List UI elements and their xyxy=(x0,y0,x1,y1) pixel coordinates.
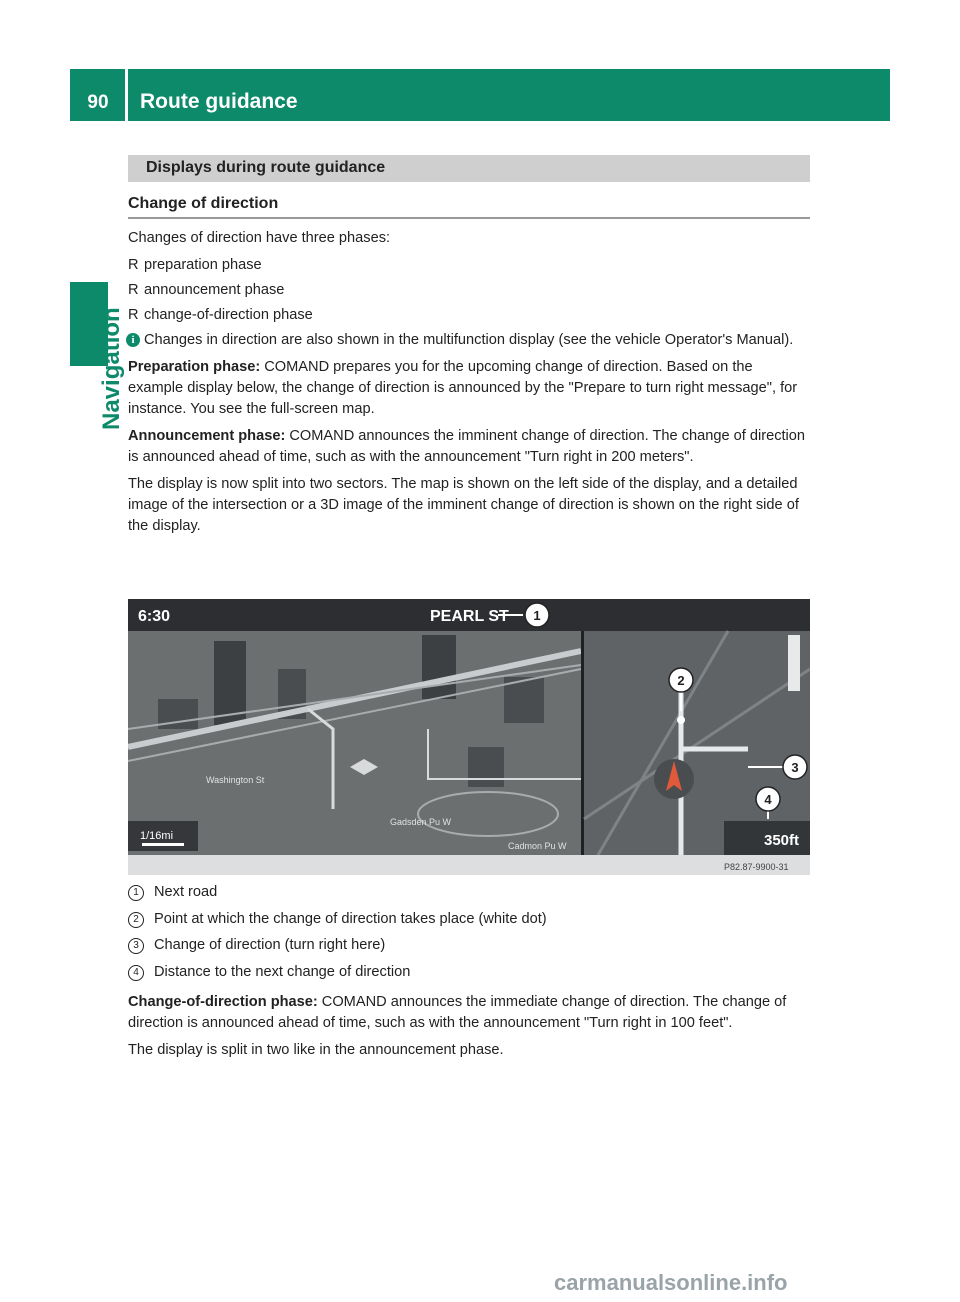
callout-badge: 3 xyxy=(128,938,144,954)
callout-number: 1 xyxy=(533,608,541,623)
figure-reference: P82.87-9900-31 xyxy=(724,862,789,872)
closing-paragraph: The display is split in two like in the announcement phase. xyxy=(128,1042,504,1058)
clock-time: 6:30 xyxy=(138,608,171,625)
main-content xyxy=(128,228,810,543)
change-of-direction-paragraph xyxy=(128,992,810,1034)
announcement-paragraph xyxy=(128,426,810,468)
map-scale: 1/16mi xyxy=(140,830,174,842)
navigation-screenshot xyxy=(128,599,810,875)
page-number: 90 xyxy=(87,92,109,113)
callout-number: 2 xyxy=(677,673,685,688)
map-street-label: Gadsden Pu W xyxy=(390,817,452,827)
split-paragraph: The display is now split into two sectors. The map is shown on the left side of the display, and a detailed image of the intersection or a 3D image of the imminent change of direction is shown on the right side of the display. xyxy=(128,476,799,534)
map-street-label: Cadmon Pu W xyxy=(508,841,567,851)
callout-text: Point at which the change of direction takes place (white dot) xyxy=(154,910,547,927)
term-text: COMAND prepares you for the upcoming change of direction. Based on the example display below, the change of direction is announced by the "Prepare to turn right message", for instance. You see the full-screen map. xyxy=(128,359,798,417)
term-text: COMAND announces the imminent change of direction. The change of direction is announced ahead of time, such as with the announcement "Turn right in 200 meters". xyxy=(128,428,806,465)
callout-marker-1 xyxy=(525,603,549,627)
subsection-title: Change of direction xyxy=(128,195,279,212)
preparation-paragraph xyxy=(128,357,810,420)
list-item xyxy=(128,962,810,989)
callout-badge: 2 xyxy=(128,912,144,928)
list-item xyxy=(128,909,810,936)
map-street-label: Washington St xyxy=(206,775,265,785)
list-item-text: change-of-direction phase xyxy=(144,307,313,323)
term-label: Announcement phase: xyxy=(128,428,286,444)
callout-marker-3 xyxy=(783,755,807,779)
callout-marker-4 xyxy=(756,787,780,811)
callout-list xyxy=(128,882,810,988)
callout-badge: 4 xyxy=(128,965,144,981)
callout-number: 4 xyxy=(764,792,772,807)
callout-marker-2 xyxy=(669,668,693,692)
site-watermark[interactable]: carmanualsonline.info xyxy=(554,1270,788,1295)
subsection-rule xyxy=(128,217,810,219)
list-item: R preparation phase xyxy=(128,257,262,273)
list-item: R change-of-direction phase xyxy=(128,307,313,323)
callout-text: Change of direction (turn right here) xyxy=(154,937,386,953)
term-label: Preparation phase: xyxy=(128,359,261,375)
callout-badge: 1 xyxy=(128,885,144,901)
section-title: Displays during route guidance xyxy=(146,159,386,176)
next-road-label: PEARL ST xyxy=(430,608,509,625)
list-item-text: announcement phase xyxy=(144,282,285,298)
distance-readout: 350ft xyxy=(764,832,800,849)
callout-number: 3 xyxy=(791,760,799,775)
list-item: R announcement phase xyxy=(128,282,285,298)
list-item-text: preparation phase xyxy=(144,257,262,273)
term-label: Change-of-direction phase: xyxy=(128,994,318,1010)
list-item xyxy=(128,935,810,962)
closing-content xyxy=(128,992,810,1067)
side-tab-label: Navigation xyxy=(98,307,125,430)
info-note xyxy=(128,330,810,351)
header-separator xyxy=(125,69,128,121)
callout-text: Next road xyxy=(154,884,218,900)
chapter-title: Route guidance xyxy=(140,90,298,113)
info-text: Changes in direction are also shown in the multifunction display (see the vehicle Operator's Manual). xyxy=(144,332,794,348)
callout-text: Distance to the next change of direction xyxy=(154,963,411,980)
term-text: COMAND announces the immediate change of direction. The change of direction is announced ahead of time, such as with the announcement "Turn right in 100 feet". xyxy=(128,994,787,1031)
intro-text: Changes of direction have three phases: xyxy=(128,230,391,246)
list-item xyxy=(128,882,810,909)
info-icon: i xyxy=(126,333,140,347)
